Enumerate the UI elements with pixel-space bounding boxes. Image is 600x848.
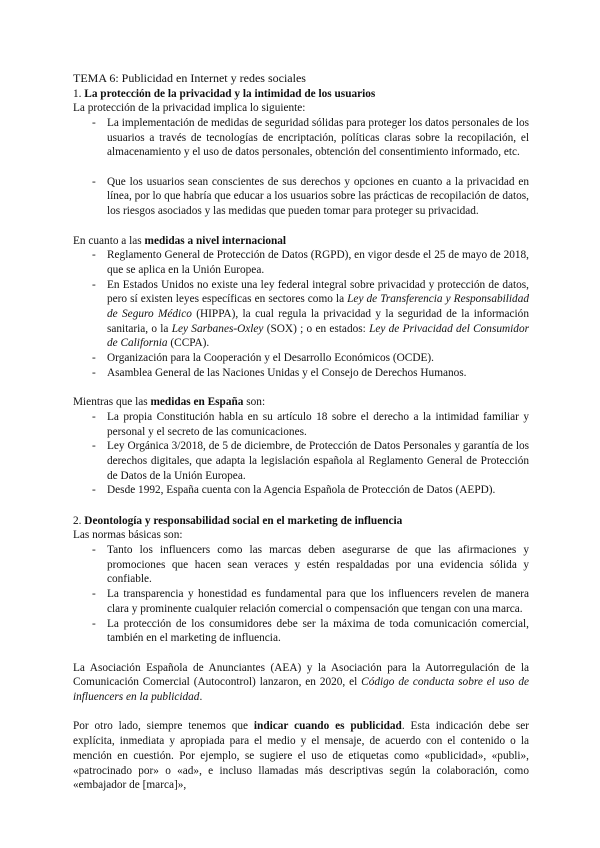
- italic-text: Código de conducta sobre el uso de influencers en la publicidad: [73, 676, 529, 704]
- list-item: - Reglamento General de Protección de Datos (RGPD), en vigor desde el 25 de mayo de 2018, que se aplica en la Unión Europea.: [107, 248, 529, 277]
- text: En Estados Unidos no existe una ley federal integral sobre privacidad y protección de datos, pero sí existen leyes específicas en sectores como la: [107, 278, 529, 306]
- list-item: - Que los usuarios sean conscientes de sus derechos y opciones en cuanto a la privacidad en línea, por lo que habría que educar a los usuarios sobre las prácticas de recopilación de datos, los riesgos asociados y las medidas que pueden tomar para proteger su privacidad.: [107, 175, 529, 219]
- list-item: - La propia Constitución habla en su artículo 18 sobre el derecho a la intimidad familiar y personal y el secreto de las comunicaciones.: [107, 410, 529, 439]
- section-1-intro: La protección de la privacidad implica lo siguiente:: [73, 102, 306, 115]
- list-item: - La transparencia y honestidad es fundamental para que los influencers revelen de manera clara y prominente cualquier relación comercial o compensación que tengan con una marca.: [107, 587, 529, 616]
- list-item: - La implementación de medidas de seguridad sólidas para proteger los datos personales de los usuarios a través de tecnologías de encriptación, políticas claras sobre la recopilación, el almacenamiento y el uso de datos personales, obtención del consentimiento informado, etc.: [107, 116, 529, 160]
- text: (SOX) ; o en estados:: [263, 322, 370, 335]
- bold-text: medidas a nivel internacional: [144, 234, 287, 247]
- list-item: - Desde 1992, España cuenta con la Agencia Española de Protección de Datos (AEPD).: [107, 483, 529, 498]
- intl-intro: [73, 234, 529, 249]
- list-item: - Organización para la Cooperación y el Desarrollo Económicos (OCDE).: [107, 351, 529, 366]
- bold-text: indicar cuando es publicidad: [253, 720, 402, 733]
- document-page: [73, 0, 529, 793]
- paragraph-publicidad: [73, 719, 529, 793]
- italic-text: Ley de Privacidad del Consumidor de California: [107, 322, 529, 350]
- intro-text: En cuanto a las: [73, 234, 145, 247]
- text: (HIPPA), la cual regula la privacidad y la seguridad de la información sanitaria, o la: [107, 308, 529, 335]
- list-item: - Tanto los influencers como las marcas deben asegurarse de que las afirmaciones y promociones que hacen sean veraces y estén respaldadas por una evidencia sólida y confiable.: [107, 543, 529, 587]
- text: (CCPA).: [167, 337, 210, 350]
- text: .: [199, 691, 203, 704]
- list-item: - Ley Orgánica 3/2018, de 5 de diciembre, de Protección de Datos Personales y garantía de los derechos digitales, que adapta la legislación española al Reglamento General de Protección de Datos de la Unión Europea.: [107, 439, 529, 483]
- heading-text: Deontología y responsabilidad social en el marketing de influencia: [84, 514, 403, 527]
- list-item: [107, 278, 529, 352]
- italic-text: Ley de Transferencia y Responsabilidad de Seguro Médico: [107, 293, 529, 321]
- spain-intro: [73, 395, 529, 410]
- text: son:: [243, 396, 266, 409]
- paragraph-aea: [73, 661, 529, 705]
- section-2-intro: Las normas básicas son:: [73, 529, 183, 542]
- heading-text: La protección de la privacidad y la intimidad de los usuarios: [84, 87, 376, 100]
- text: Por otro lado, siempre tenemos que: [73, 720, 254, 733]
- section-1-heading: [73, 87, 529, 102]
- document-title: TEMA 6: Publicidad en Internet y redes sociales: [73, 71, 306, 85]
- text: Mientras que las: [73, 396, 151, 409]
- section-2-heading: [73, 514, 529, 529]
- bold-text: medidas en España: [150, 396, 244, 409]
- italic-text: Ley Sarbanes-Oxley: [171, 322, 264, 335]
- text: . Esta indicación debe ser explícita, inmediata y apropiada para el medio y el mensaje, de acuerdo con el contenido o la mención en cuestión. Por ejemplo, se sugiere el uso de etiquetas como «publicidad», «publi», «patrocinado por» o «ad», e incluso llamadas más descriptivas según la colaboración, como «embajador de [marca]»,: [73, 720, 529, 792]
- section-number: 2.: [73, 514, 85, 527]
- text: La Asociación Española de Anunciantes (AEA) y la Asociación para la Autorregulación de la Comunicación Comercial (Autocontrol) lanzaron, en 2020, el: [73, 661, 529, 689]
- list-item: - La protección de los consumidores debe ser la máxima de toda comunicación comercial, también en el marketing de influencia.: [107, 617, 529, 646]
- section-number: 1.: [73, 87, 85, 100]
- list-item: - Asamblea General de las Naciones Unidas y el Consejo de Derechos Humanos.: [107, 366, 529, 381]
